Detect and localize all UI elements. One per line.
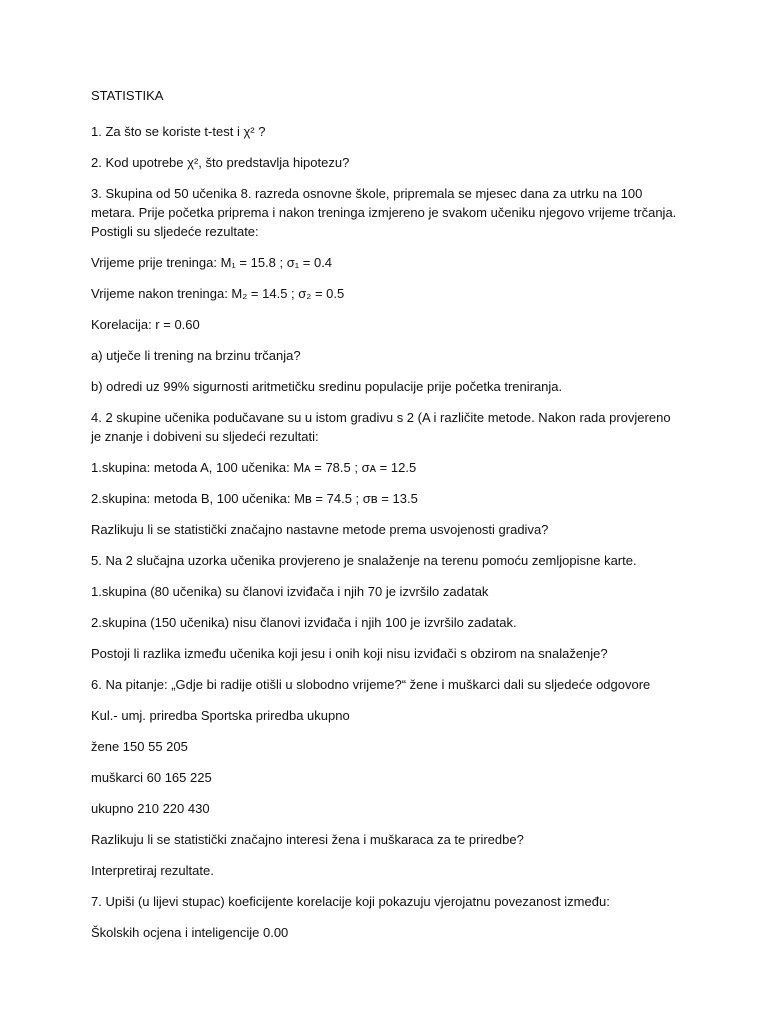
- q7-item-1: Školskih ocjena i inteligencije 0.00: [91, 925, 289, 940]
- q6-row-women: žene 150 55 205: [91, 739, 188, 754]
- q6-interpret: Interpretiraj rezultate.: [91, 863, 214, 878]
- q6-row-total: ukupno 210 220 430: [91, 801, 210, 816]
- question-4: 4. 2 skupine učenika podučavane su u istom gradivu s 2 (A i različite metode. Nakon rada provjereno je znanje i dobiveni su sljedeći rezultati:: [91, 410, 671, 444]
- q5-group-1: 1.skupina (80 učenika) su članovi izviđača i njih 70 je izvršilo zadatak: [91, 584, 489, 599]
- q5-question: Postoji li razlika između učenika koji jesu i onih koji nisu izviđači s obzirom na snalaženje?: [91, 646, 608, 661]
- q3-time-before: Vrijeme prije treninga: M₁ = 15.8 ; σ₁ = 0.4: [91, 255, 333, 270]
- q3-time-after: Vrijeme nakon treninga: M₂ = 14.5 ; σ₂ = 0.5: [91, 286, 345, 301]
- q3-part-a: a) utječe li trening na brzinu trčanja?: [91, 348, 301, 363]
- q4-group-2: 2.skupina: metoda B, 100 učenika: Mʙ = 74.5 ; σʙ = 13.5: [91, 491, 418, 506]
- q4-group-1: 1.skupina: metoda A, 100 učenika: Mᴀ = 78.5 ; σᴀ = 12.5: [91, 460, 417, 475]
- q3-correlation: Korelacija: r = 0.60: [91, 317, 200, 332]
- question-1: 1. Za što se koriste t-test i χ² ?: [91, 124, 266, 139]
- document-title: STATISTIKA: [91, 88, 164, 103]
- question-3: 3. Skupina od 50 učenika 8. razreda osnovne škole, pripremala se mjesec dana za utrku na 100 metara. Prije početka priprema i nakon treninga izmjereno je svakom učeniku njegovo vrijeme trčanja. Postigli su sljedeće rezultate:: [91, 186, 677, 239]
- question-2: 2. Kod upotrebe χ², što predstavlja hipotezu?: [91, 155, 350, 170]
- q5-group-2: 2.skupina (150 učenika) nisu članovi izviđača i njih 100 je izvršilo zadatak.: [91, 615, 517, 630]
- q6-table-header: Kul.- umj. priredba Sportska priredba ukupno: [91, 708, 350, 723]
- q6-question: Razlikuju li se statistički značajno interesi žena i muškaraca za te priredbe?: [91, 832, 524, 847]
- q3-part-b: b) odredi uz 99% sigurnosti aritmetičku sredinu populacije prije početka treniranja.: [91, 379, 563, 394]
- q6-row-men: muškarci 60 165 225: [91, 770, 212, 785]
- question-6: 6. Na pitanje: „Gdje bi radije otišli u slobodno vrijeme?“ žene i muškarci dali su sljedeće odgovore: [91, 677, 651, 692]
- question-5: 5. Na 2 slučajna uzorka učenika provjereno je snalaženje na terenu pomoću zemljopisne karte.: [91, 553, 637, 568]
- question-7: 7. Upiši (u lijevi stupac) koeficijente korelacije koji pokazuju vjerojatnu povezanost između:: [91, 894, 610, 909]
- q4-question: Razlikuju li se statistički značajno nastavne metode prema usvojenosti gradiva?: [91, 522, 549, 537]
